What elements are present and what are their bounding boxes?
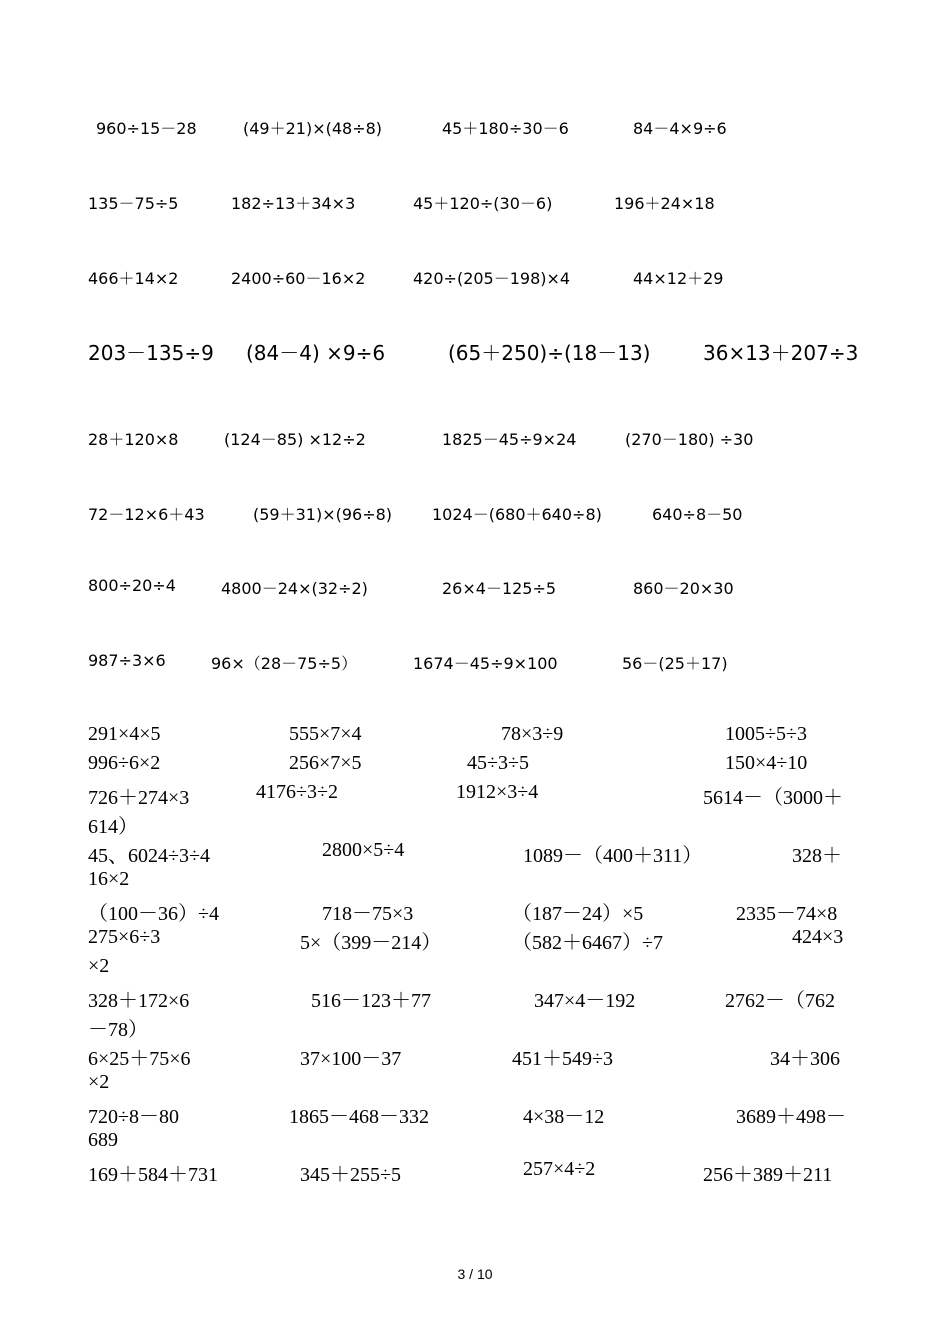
exercise-item: 614） <box>88 816 138 838</box>
exercise-item: 44×12＋29 <box>633 269 724 288</box>
exercise-item: 182÷13＋34×3 <box>231 194 356 213</box>
exercise-row <box>0 1129 950 1159</box>
exercise-item: 196＋24×18 <box>614 194 715 213</box>
exercise-item: 256×7×5 <box>289 752 362 774</box>
exercise-row <box>0 502 950 532</box>
exercise-item: 726＋274×3 <box>88 787 190 809</box>
exercise-item: 56－(25＋17) <box>622 654 728 673</box>
exercise-item: 5×（399－214） <box>300 932 442 954</box>
exercise-item: 800÷20÷4 <box>88 576 176 595</box>
exercise-item: 2400÷60－16×2 <box>231 269 366 288</box>
exercise-row <box>0 723 950 753</box>
exercise-item: 256＋389＋211 <box>703 1164 833 1186</box>
exercise-item: 275×6÷3 <box>88 926 161 948</box>
exercise-row <box>0 1158 950 1188</box>
exercise-item: (84－4) ×9÷6 <box>246 341 386 365</box>
exercise-item: 45＋180÷30－6 <box>442 119 569 138</box>
exercise-item: 169＋584＋731 <box>88 1164 218 1186</box>
exercise-row <box>0 1013 950 1043</box>
exercise-row <box>0 955 950 985</box>
exercise-item: (49＋21)×(48÷8) <box>243 119 383 138</box>
exercise-row <box>0 1071 950 1101</box>
exercise-item: （100－36）÷4 <box>88 903 219 925</box>
exercise-row <box>0 781 950 811</box>
exercise-item: (124－85) ×12÷2 <box>224 430 366 449</box>
exercise-row <box>0 1100 950 1130</box>
exercise-item: 640÷8－50 <box>652 505 743 524</box>
exercise-item: (270－180) ÷30 <box>625 430 754 449</box>
exercise-item: 4×38－12 <box>523 1106 605 1128</box>
exercise-item: 203－135÷9 <box>88 341 214 365</box>
exercise-item: 2762－（762 <box>725 990 835 1012</box>
exercise-item: 6×25＋75×6 <box>88 1048 191 1070</box>
exercise-item: 424×3 <box>792 926 844 948</box>
exercise-row <box>0 266 950 296</box>
exercise-item: 2800×5÷4 <box>322 839 405 861</box>
exercise-item: 1005÷5÷3 <box>725 723 807 745</box>
exercise-row <box>0 1042 950 1072</box>
exercise-item: 78×3÷9 <box>501 723 564 745</box>
page-indicator: 3 / 10 <box>457 1266 493 1282</box>
exercise-row <box>0 116 950 146</box>
exercise-item: 1865－468－332 <box>289 1106 429 1128</box>
exercise-item: 1825－45÷9×24 <box>442 430 577 449</box>
exercise-item: 72－12×6＋43 <box>88 505 205 524</box>
exercise-row <box>0 984 950 1014</box>
exercise-item: 45、6024÷3÷4 <box>88 845 210 867</box>
exercise-row <box>0 897 950 927</box>
exercise-item: 1024－(680＋640÷8) <box>432 505 602 524</box>
exercise-item: 987÷3×6 <box>88 651 166 670</box>
exercise-item: 37×100－37 <box>300 1048 402 1070</box>
exercise-item: （187－24）×5 <box>512 903 644 925</box>
exercise-item: 34＋306 <box>770 1048 840 1070</box>
exercise-item: (59＋31)×(96÷8) <box>253 505 393 524</box>
exercise-item: 720÷8－80 <box>88 1106 179 1128</box>
exercise-item: 345＋255÷5 <box>300 1164 401 1186</box>
exercise-item: 28＋120×8 <box>88 430 179 449</box>
exercise-item: 150×4÷10 <box>725 752 808 774</box>
exercise-item: 860－20×30 <box>633 579 734 598</box>
exercise-item: 1674－45÷9×100 <box>413 654 558 673</box>
exercise-item: 96×（28－75÷5） <box>211 654 358 673</box>
exercise-item: 45＋120÷(30－6) <box>413 194 553 213</box>
exercise-item: 5614－（3000＋ <box>703 787 843 809</box>
exercise-item: －78） <box>88 1019 148 1041</box>
exercise-row <box>0 752 950 782</box>
exercise-item: 420÷(205－198)×4 <box>413 269 571 288</box>
exercise-item: 718－75×3 <box>322 903 414 925</box>
exercise-item: ×2 <box>88 955 110 977</box>
exercise-item: （582＋6467）÷7 <box>512 932 663 954</box>
exercise-item: ×2 <box>88 1071 110 1093</box>
exercise-item: 4800－24×(32÷2) <box>221 579 368 598</box>
exercise-item: 328＋172×6 <box>88 990 190 1012</box>
exercise-item: 16×2 <box>88 868 130 890</box>
exercise-item: 466＋14×2 <box>88 269 179 288</box>
exercise-item: 689 <box>88 1129 118 1151</box>
exercise-row <box>0 839 950 869</box>
exercise-row <box>0 191 950 221</box>
exercise-item: (65＋250)÷(18－13) <box>448 341 651 365</box>
exercise-item: 451＋549÷3 <box>512 1048 613 1070</box>
exercise-item: 1912×3÷4 <box>456 781 539 803</box>
exercise-row <box>0 427 950 457</box>
exercise-item: 4176÷3÷2 <box>256 781 338 803</box>
exercise-item: 84－4×9÷6 <box>633 119 727 138</box>
exercise-item: 2335－74×8 <box>736 903 838 925</box>
exercise-row <box>0 810 950 840</box>
exercise-row <box>0 868 950 898</box>
exercise-item: 135－75÷5 <box>88 194 179 213</box>
exercise-row <box>0 651 950 681</box>
exercise-item: 996÷6×2 <box>88 752 161 774</box>
exercise-row <box>0 576 950 606</box>
exercise-item: 555×7×4 <box>289 723 362 745</box>
exercise-item: 257×4÷2 <box>523 1158 596 1180</box>
exercise-row <box>0 337 950 367</box>
exercise-row <box>0 926 950 956</box>
exercise-item: 328＋ <box>792 845 842 867</box>
exercise-item: 516－123＋77 <box>311 990 431 1012</box>
exercise-item: 291×4×5 <box>88 723 161 745</box>
exercise-item: 1089－（400＋311） <box>523 845 703 867</box>
exercise-item: 3689＋498－ <box>736 1106 846 1128</box>
exercise-item: 960÷15－28 <box>96 119 197 138</box>
exercise-item: 36×13＋207÷3 <box>703 341 859 365</box>
exercise-item: 45÷3÷5 <box>467 752 529 774</box>
exercise-item: 347×4－192 <box>534 990 636 1012</box>
exercise-item: 26×4－125÷5 <box>442 579 557 598</box>
